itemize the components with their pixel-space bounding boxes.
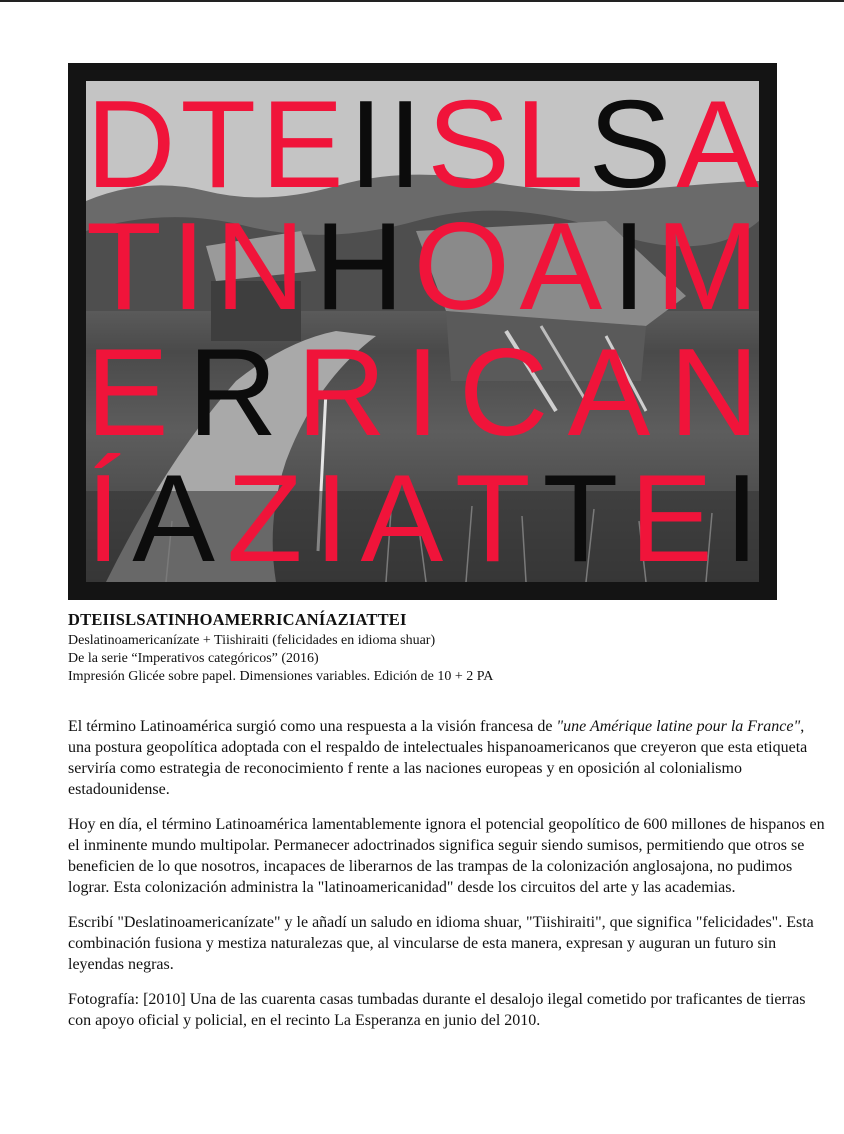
artwork-letter: A [132, 450, 215, 588]
paragraph-1 [68, 716, 828, 800]
description-text [68, 716, 828, 1045]
artwork-letter: T [180, 76, 257, 214]
artwork-letter: I [171, 198, 206, 336]
artwork-letter: E [261, 76, 344, 214]
paragraph-4: Fotografía: [2010] Una de las cuarenta casas tumbadas durante el desalojo ilegal cometido por traficantes de tierras con apoyo oficial y policial, en el recinto La Esperanza en junio del 2010. [68, 991, 806, 1029]
artwork-letter: R [187, 324, 278, 462]
paragraph-1-end: , una postura geopolítica adoptada con el respaldo de intelectuales hispanoamericanos que creyeron que esta etiqueta serviría como estrategia de reconocimiento f rente a las naciones europeas y en oposición al colonialismo estadounidense. [68, 718, 808, 798]
paragraph-1-start: El término Latinoamérica surgió como una respuesta a la visión francesa de [68, 718, 557, 735]
artwork-letter: I [348, 76, 384, 214]
artwork-letter: O [413, 198, 510, 336]
artwork-letter: Z [226, 450, 303, 588]
artwork-letter: E [629, 450, 713, 588]
top-rule [0, 0, 844, 2]
letter-row-4 [86, 450, 759, 588]
artwork-title: DTEIISLSATINHOAMERRICANÍAZIATTEI [68, 610, 407, 629]
artwork-subtitle: Deslatinoamericanízate + Tiishiraiti (felicidades en idioma shuar) [68, 633, 436, 648]
artwork-letter: I [405, 324, 440, 462]
artwork-technique: Impresión Glicée sobre papel. Dimensiones variables. Edición de 10 + 2 PA [68, 669, 494, 684]
letter-row-3 [86, 324, 759, 462]
artwork-letter: A [567, 324, 651, 462]
artwork-letter: L [514, 76, 584, 214]
artwork-caption [68, 610, 788, 686]
artwork-letter: D [86, 76, 176, 214]
paragraph-3: Escribí "Deslatinoamericanízate" y le añadí un saludo en idioma shuar, "Tiishiraiti", que significa "felicidades". Esta combinación fusiona y mestiza naturalezas que, al vincularse de esta manera, expresan y auguran un futuro sin leyendas negras. [68, 914, 814, 973]
letter-row-2 [86, 198, 759, 336]
artwork-letter-grid [86, 76, 759, 588]
artwork-image [68, 63, 777, 600]
letter-row-1 [86, 76, 759, 214]
artwork-letter: I [387, 76, 423, 214]
artwork-letter: N [215, 198, 305, 336]
artwork-letter: S [588, 76, 672, 214]
artwork-letter: I [724, 450, 759, 588]
artwork-letter: A [519, 198, 603, 336]
artwork-letter: H [314, 198, 404, 336]
artwork-letter: A [360, 450, 444, 588]
artwork-letter: I [611, 198, 647, 336]
artwork-letter: Í [86, 450, 121, 588]
artwork-letter: M [655, 198, 759, 336]
artwork-letter: A [676, 76, 759, 214]
artwork-letter: N [669, 324, 759, 462]
paragraph-1-quote: "une Amérique latine pour la France" [556, 718, 801, 735]
artwork-letter: T [542, 450, 619, 588]
artwork-letter: I [314, 450, 349, 588]
artwork-letter: S [427, 76, 510, 214]
artwork-letter: C [458, 324, 549, 462]
artwork-letter: E [86, 324, 169, 462]
artwork-letter: T [86, 198, 162, 336]
paragraph-2: Hoy en día, el término Latinoamérica lamentablemente ignora el potencial geopolítico de 600 millones de hispanos en el inminente mundo multipolar. Permanecer adoctrinados significa seguir siendo sumisos, permitiendo que otros se beneficien de lo que nosotros, incapaces de liberarnos de las trampas de la colonización anglosajona, no pudimos lograr. Esta colonización administra la "latinoamericanidad" desde los circuitos del arte y las academias. [68, 816, 825, 896]
artwork-series: De la serie “Imperativos categóricos” (2016) [68, 651, 319, 666]
artwork-letter: T [454, 450, 531, 588]
artwork-letter: R [296, 324, 387, 462]
